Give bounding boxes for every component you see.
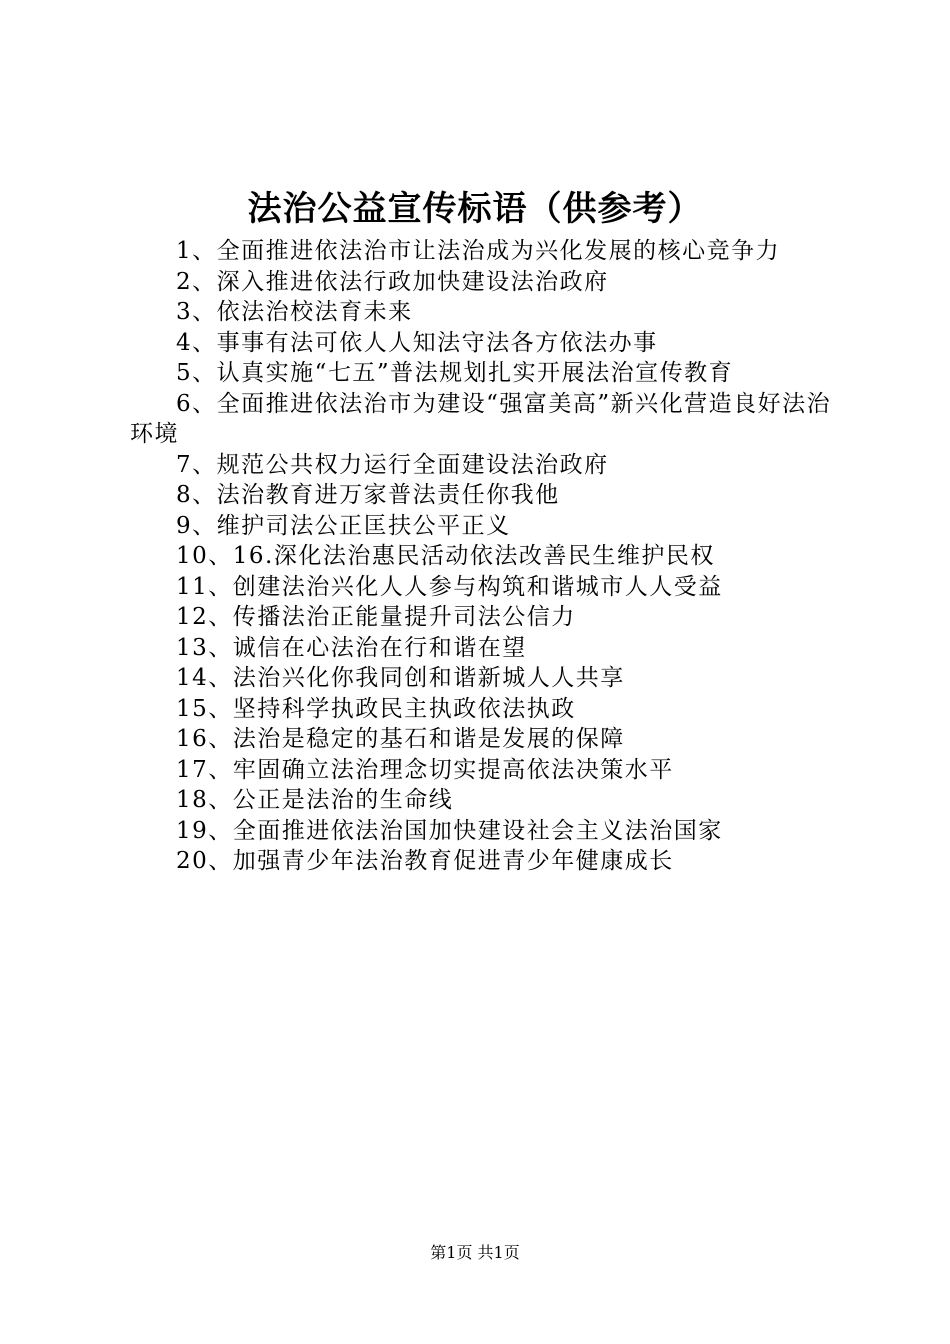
list-item: 8、法治教育进万家普法责任你我他: [176, 482, 560, 508]
list-item: 5、认真实施“七五”普法规划扎实开展法治宣传教育: [176, 360, 734, 386]
list-item: 10、16.深化法治惠民活动依法改善民生维护民权: [176, 543, 715, 569]
list-item: 20、加强青少年法治教育促进青少年健康成长: [176, 848, 674, 874]
list-item: 6、全面推进依法治市为建设“强富美高”新兴化营造良好法治环境: [130, 390, 832, 447]
slogan-list: [130, 236, 835, 877]
list-item: 7、规范公共权力运行全面建设法治政府: [176, 451, 609, 478]
list-item: 2、深入推进依法行政加快建设法治政府: [176, 268, 609, 295]
list-item: 1、全面推进依法治市让法治成为兴化发展的核心竞争力: [176, 238, 781, 264]
list-item: 19、全面推进依法治国加快建设社会主义法治国家: [176, 817, 723, 844]
list-item: 14、法治兴化你我同创和谐新城人人共享: [176, 665, 625, 691]
list-item: 11、创建法治兴化人人参与构筑和谐城市人人受益: [176, 573, 723, 600]
list-item: 3、依法治校法育未来: [176, 299, 413, 325]
list-item: 4、事事有法可依人人知法守法各方依法办事: [176, 329, 658, 356]
list-item: 16、法治是稳定的基石和谐是发展的保障: [176, 726, 625, 752]
list-item: 13、诚信在心法治在行和谐在望: [176, 634, 527, 661]
page-footer: 第1页 共1页: [430, 1243, 520, 1262]
list-item: 15、坚持科学执政民主执政依法执政: [176, 695, 576, 722]
list-item: 9、维护司法公正匡扶公平正义: [176, 512, 511, 539]
page-title: 法治公益宣传标语（供参考）: [247, 189, 703, 229]
list-item: 17、牢固确立法治理念切实提高依法决策水平: [176, 756, 674, 783]
list-item: 18、公正是法治的生命线: [176, 787, 454, 813]
list-item: 12、传播法治正能量提升司法公信力: [176, 604, 576, 630]
